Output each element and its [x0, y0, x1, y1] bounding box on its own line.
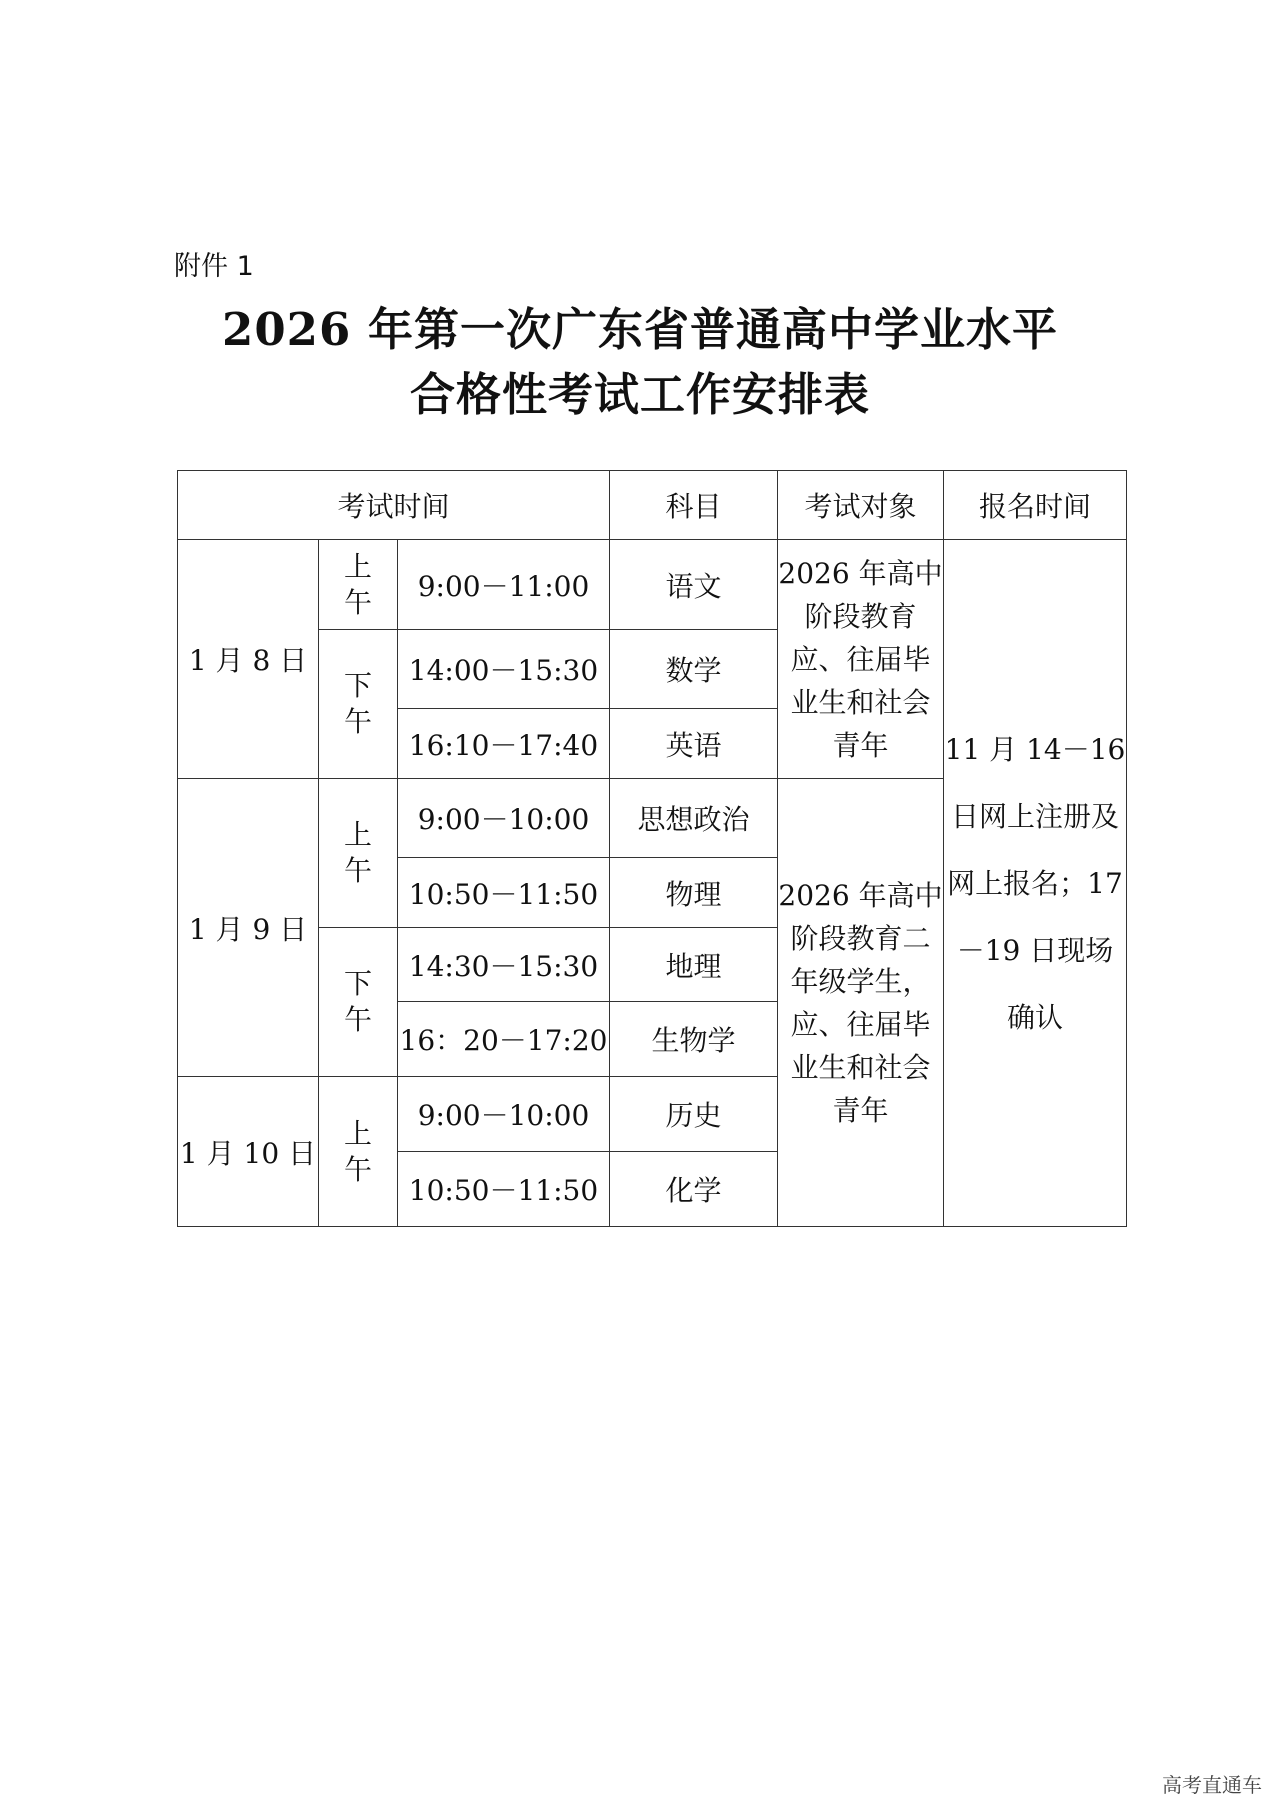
exam-time: 10:50－11:50 [398, 1152, 610, 1227]
exam-subject: 化学 [610, 1152, 778, 1227]
exam-subject: 数学 [610, 630, 778, 709]
registration-time: 11 月 14－16 日网上注册及网上报名；17－19 日现场确认 [944, 540, 1127, 1227]
exam-day: 1 月 10 日 [178, 1077, 319, 1227]
exam-target: 2026 年高中阶段教育应、往届毕业生和社会青年 [778, 540, 944, 779]
watermark-footer: 高考直通车 [1162, 1773, 1262, 1797]
exam-subject: 地理 [610, 928, 778, 1002]
exam-subject: 思想政治 [610, 779, 778, 858]
exam-time: 14:00－15:30 [398, 630, 610, 709]
exam-time: 10:50－11:50 [398, 858, 610, 928]
document-title-line1: 2026 年第一次广东省普通高中学业水平 [222, 303, 1058, 356]
exam-subject: 英语 [610, 709, 778, 779]
exam-time: 14:30－15:30 [398, 928, 610, 1002]
exam-time: 16:10－17:40 [398, 709, 610, 779]
period-morning: 上 午 [319, 540, 398, 630]
header-exam-time: 考试时间 [178, 471, 610, 540]
header-subject: 科目 [610, 471, 778, 540]
exam-subject: 历史 [610, 1077, 778, 1152]
attachment-label: 附件 1 [174, 251, 254, 282]
header-target: 考试对象 [778, 471, 944, 540]
exam-subject: 生物学 [610, 1002, 778, 1077]
table-row [178, 540, 1127, 630]
header-registration: 报名时间 [944, 471, 1127, 540]
exam-day: 1 月 9 日 [178, 779, 319, 1077]
exam-time: 9:00－10:00 [398, 779, 610, 858]
exam-subject: 语文 [610, 540, 778, 630]
period-afternoon: 下 午 [319, 928, 398, 1077]
document-title-line2: 合格性考试工作安排表 [409, 368, 870, 421]
period-morning: 上 午 [319, 779, 398, 928]
period-morning: 上 午 [319, 1077, 398, 1227]
exam-schedule-table [177, 470, 1127, 1227]
exam-time: 9:00－11:00 [398, 540, 610, 630]
period-afternoon: 下 午 [319, 630, 398, 779]
exam-time: 9:00－10:00 [398, 1077, 610, 1152]
exam-time: 16：20－17:20 [398, 1002, 610, 1077]
exam-subject: 物理 [610, 858, 778, 928]
exam-target: 2026 年高中阶段教育二年级学生，应、往届毕业生和社会青年 [778, 779, 944, 1227]
exam-day: 1 月 8 日 [178, 540, 319, 779]
